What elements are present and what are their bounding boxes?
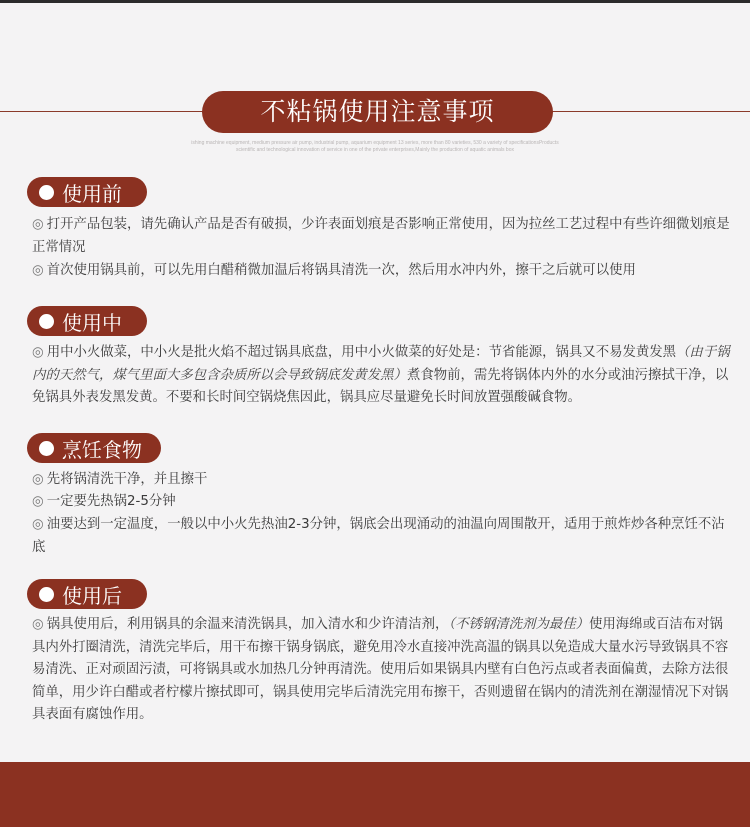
section-heading-label: 烹饪食物: [62, 437, 142, 462]
bullet-dot-icon: [39, 587, 54, 602]
section-item: ◎ 一定要先热锅2-5分钟: [32, 494, 176, 509]
double-circle-bullet-icon: ◎: [32, 345, 44, 360]
inline-note: （由于锅内的天然气，煤气里面大多包含杂质所以会导致锅底发黄发黑）: [32, 345, 730, 383]
bullet-dot-icon: [39, 185, 54, 200]
page-title: 不粘锅使用注意事项: [202, 91, 553, 133]
section-item: ◎ 锅具使用后，利用锅具的余温来清洗锅具，加入清水和少许清洁剂，（不锈钢清洗剂为最佳）使用海绵或百洁布对锅具内外打圈清洗，清洗完毕后，用干布擦干锅身锅底，避免用冷水直接冲洗高温的锅具以免造成大量水污导致锅具不容易清洗、正对顽固污渍，可将锅具或水加热几分钟再清洗。使用后如果锅具内壁有白色污点或者表面偏黄，去除方法很简单，用少许白醋或者柠檬片擦拭即可，锅具使用完毕后清洗完用布擦干，否则遗留在锅内的清洗剂在潮湿情况下对锅具表面有腐蚀作用。: [32, 617, 729, 723]
subtitle-line-1: ishing machine equipment, medium pressure air pump, industrial pump, aquarium equipment 13 series, more than 80 varieties, 530 a variety of specificationsProducts: [191, 140, 559, 146]
double-circle-bullet-icon: ◎: [32, 494, 44, 509]
section-heading-before-use: [27, 177, 147, 207]
section-item: ◎ 先将锅清洗干净，并且擦干: [32, 472, 208, 487]
section-heading-during-use: [27, 306, 147, 336]
double-circle-bullet-icon: ◎: [32, 517, 44, 532]
double-circle-bullet-icon: ◎: [32, 472, 44, 487]
section-heading-label: 使用后: [62, 583, 122, 608]
bullet-dot-icon: [39, 314, 54, 329]
footer-bar: [0, 762, 750, 827]
double-circle-bullet-icon: ◎: [32, 263, 44, 278]
inline-note: （不锈钢清洗剂为最佳）: [448, 617, 590, 632]
subtitle-line-2: scientific and technological innovation of service in one of the private enterprises,Mainly the production of aquatic animals box: [236, 147, 514, 153]
section-item: ◎ 用中小火做菜，中小火是批火焰不超过锅具底盘，用中小火做菜的好处是：节省能源，锅具又不易发黄发黑（由于锅内的天然气，煤气里面大多包含杂质所以会导致锅底发黄发黑）煮食物前，需先将锅体内外的水分或油污擦拭干净，以免锅具外表发黑发黄。不要和长时间空锅烧焦因此，锅具应尽量避免长时间放置强酸碱食物。: [32, 345, 730, 406]
section-item: ◎ 油要达到一定温度，一般以中小火先热油2-3分钟，锅底会出现涌动的油温向周围散开，适用于煎炸炒各种烹饪不沾底: [32, 517, 725, 555]
section-item: ◎ 首次使用锅具前，可以先用白醋稍微加温后将锅具清洗一次，然后用水冲内外，擦干之后就可以使用: [32, 263, 636, 278]
double-circle-bullet-icon: ◎: [32, 617, 44, 632]
section-heading-label: 使用中: [62, 310, 122, 335]
section-heading-cooking: [27, 433, 161, 463]
section-heading-label: 使用前: [62, 181, 122, 206]
section-item: ◎ 打开产品包装，请先确认产品是否有破损，少许表面划痕是否影响正常使用，因为拉丝工艺过程中有些许细微划痕是正常情况: [32, 217, 730, 255]
double-circle-bullet-icon: ◎: [32, 217, 44, 232]
bullet-dot-icon: [39, 441, 54, 456]
subtitle: [120, 140, 630, 154]
top-border: [0, 0, 750, 3]
section-heading-after-use: [27, 579, 147, 609]
